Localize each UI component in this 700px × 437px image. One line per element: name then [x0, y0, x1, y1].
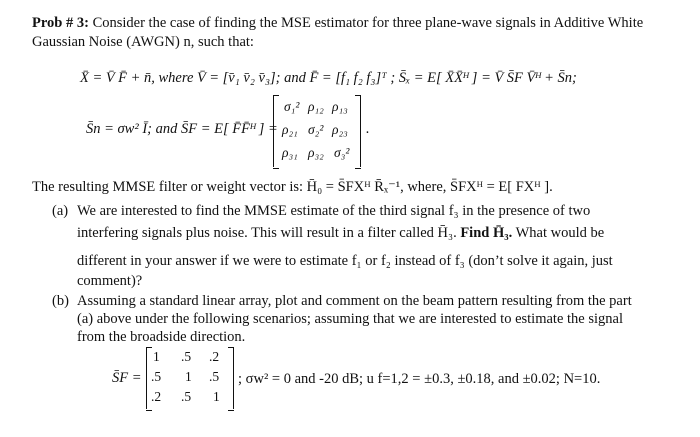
- matrix1-cell: ρ₃₂: [308, 145, 324, 160]
- matrix1-cell: σ₂²: [308, 122, 324, 137]
- equation-noise-and-signal-covariance: S̄n = σw² Ī; and S̄F = E[ F̄F̄ᴴ ] =: [86, 121, 278, 137]
- matrix2-cell: .2: [209, 349, 220, 364]
- part-b-line-3: from the broadside direction.: [77, 329, 246, 345]
- part-a-line-1: We are interested to find the MMSE estimate of the third signal f₃ in the presence of two: [77, 203, 591, 219]
- part-a-line-2-end: What would be: [515, 225, 605, 241]
- matrix2-cell: .5: [181, 389, 192, 404]
- matrix2-cell: .2: [151, 389, 162, 404]
- part-a-line-2-text: interfering signals plus noise. This will result in a filter called H̄₃.: [77, 225, 457, 241]
- part-b-label: (b): [52, 293, 69, 309]
- matrix1-cell: σ₁²: [284, 99, 300, 114]
- matrix1-cell: ρ₂₃: [332, 122, 348, 137]
- matrix2-cell: 1: [185, 369, 192, 384]
- part-a-label: (a): [52, 203, 69, 219]
- matrix1-cell: ρ₁₃: [332, 99, 348, 114]
- problem-intro-line-2: Gaussian Noise (AWGN) n, such that:: [32, 34, 254, 50]
- matrix2-cell: .5: [151, 369, 162, 384]
- part-a-line-2: [77, 224, 604, 242]
- equation-signal-model: X̄ = V̄ F̄ + n̄, where V̄ = [v̄₁ v̄₂ v̄₃]; and F̄ = [f₁ f₂ f₃]ᵀ ; S̄ₓ = E[ X̄X̄ᴴ ] = V̄ S̄F V̄ᴴ + S̄n;: [80, 70, 577, 86]
- matrix1-cell: σ₃²: [334, 145, 350, 160]
- matrix1-period: .: [366, 121, 370, 137]
- problem-intro-line-1: [32, 14, 643, 32]
- part-b-line-1: Assuming a standard linear array, plot and comment on the beam pattern resulting from the part: [77, 293, 632, 309]
- part-a-line-4: comment)?: [77, 273, 143, 289]
- matrix2-cell: 1: [153, 349, 160, 364]
- sf-label: S̄F =: [112, 370, 142, 386]
- matrix1-cell: ρ₁₂: [308, 99, 324, 114]
- part-b-line-2: (a) above under the following scenarios; assuming that we are interested to estimate the signal: [77, 311, 623, 327]
- problem-label: Prob # 3:: [32, 15, 89, 31]
- part-a-task: Find H̄₃.: [460, 225, 513, 241]
- part-a-line-3: different in your answer if we were to estimate f₁ or f₂ instead of f₃ (don’t solve it again, just: [77, 253, 613, 269]
- intro-text-1: Consider the case of finding the MSE estimator for three plane-wave signals in Additive White: [92, 15, 644, 31]
- scenario-parameters: ; σw² = 0 and -20 dB; u f=1,2 = ±0.3, ±0.18, and ±0.02; N=10.: [238, 371, 601, 387]
- matrix2-cell: 1: [213, 389, 220, 404]
- signal-correlation-matrix: [273, 95, 361, 167]
- sf-numeric-matrix: [146, 347, 234, 409]
- matrix2-cell: .5: [181, 349, 192, 364]
- matrix1-cell: ρ₂₁: [282, 122, 298, 137]
- matrix2-cell: .5: [209, 369, 220, 384]
- mmse-filter-result: The resulting MMSE filter or weight vector is: H̄₀ = S̄FXᴴ R̄ₓ⁻¹, where, S̄FXᴴ = E[ FXᴴ ].: [32, 179, 553, 195]
- matrix1-cell: ρ₃₁: [282, 145, 298, 160]
